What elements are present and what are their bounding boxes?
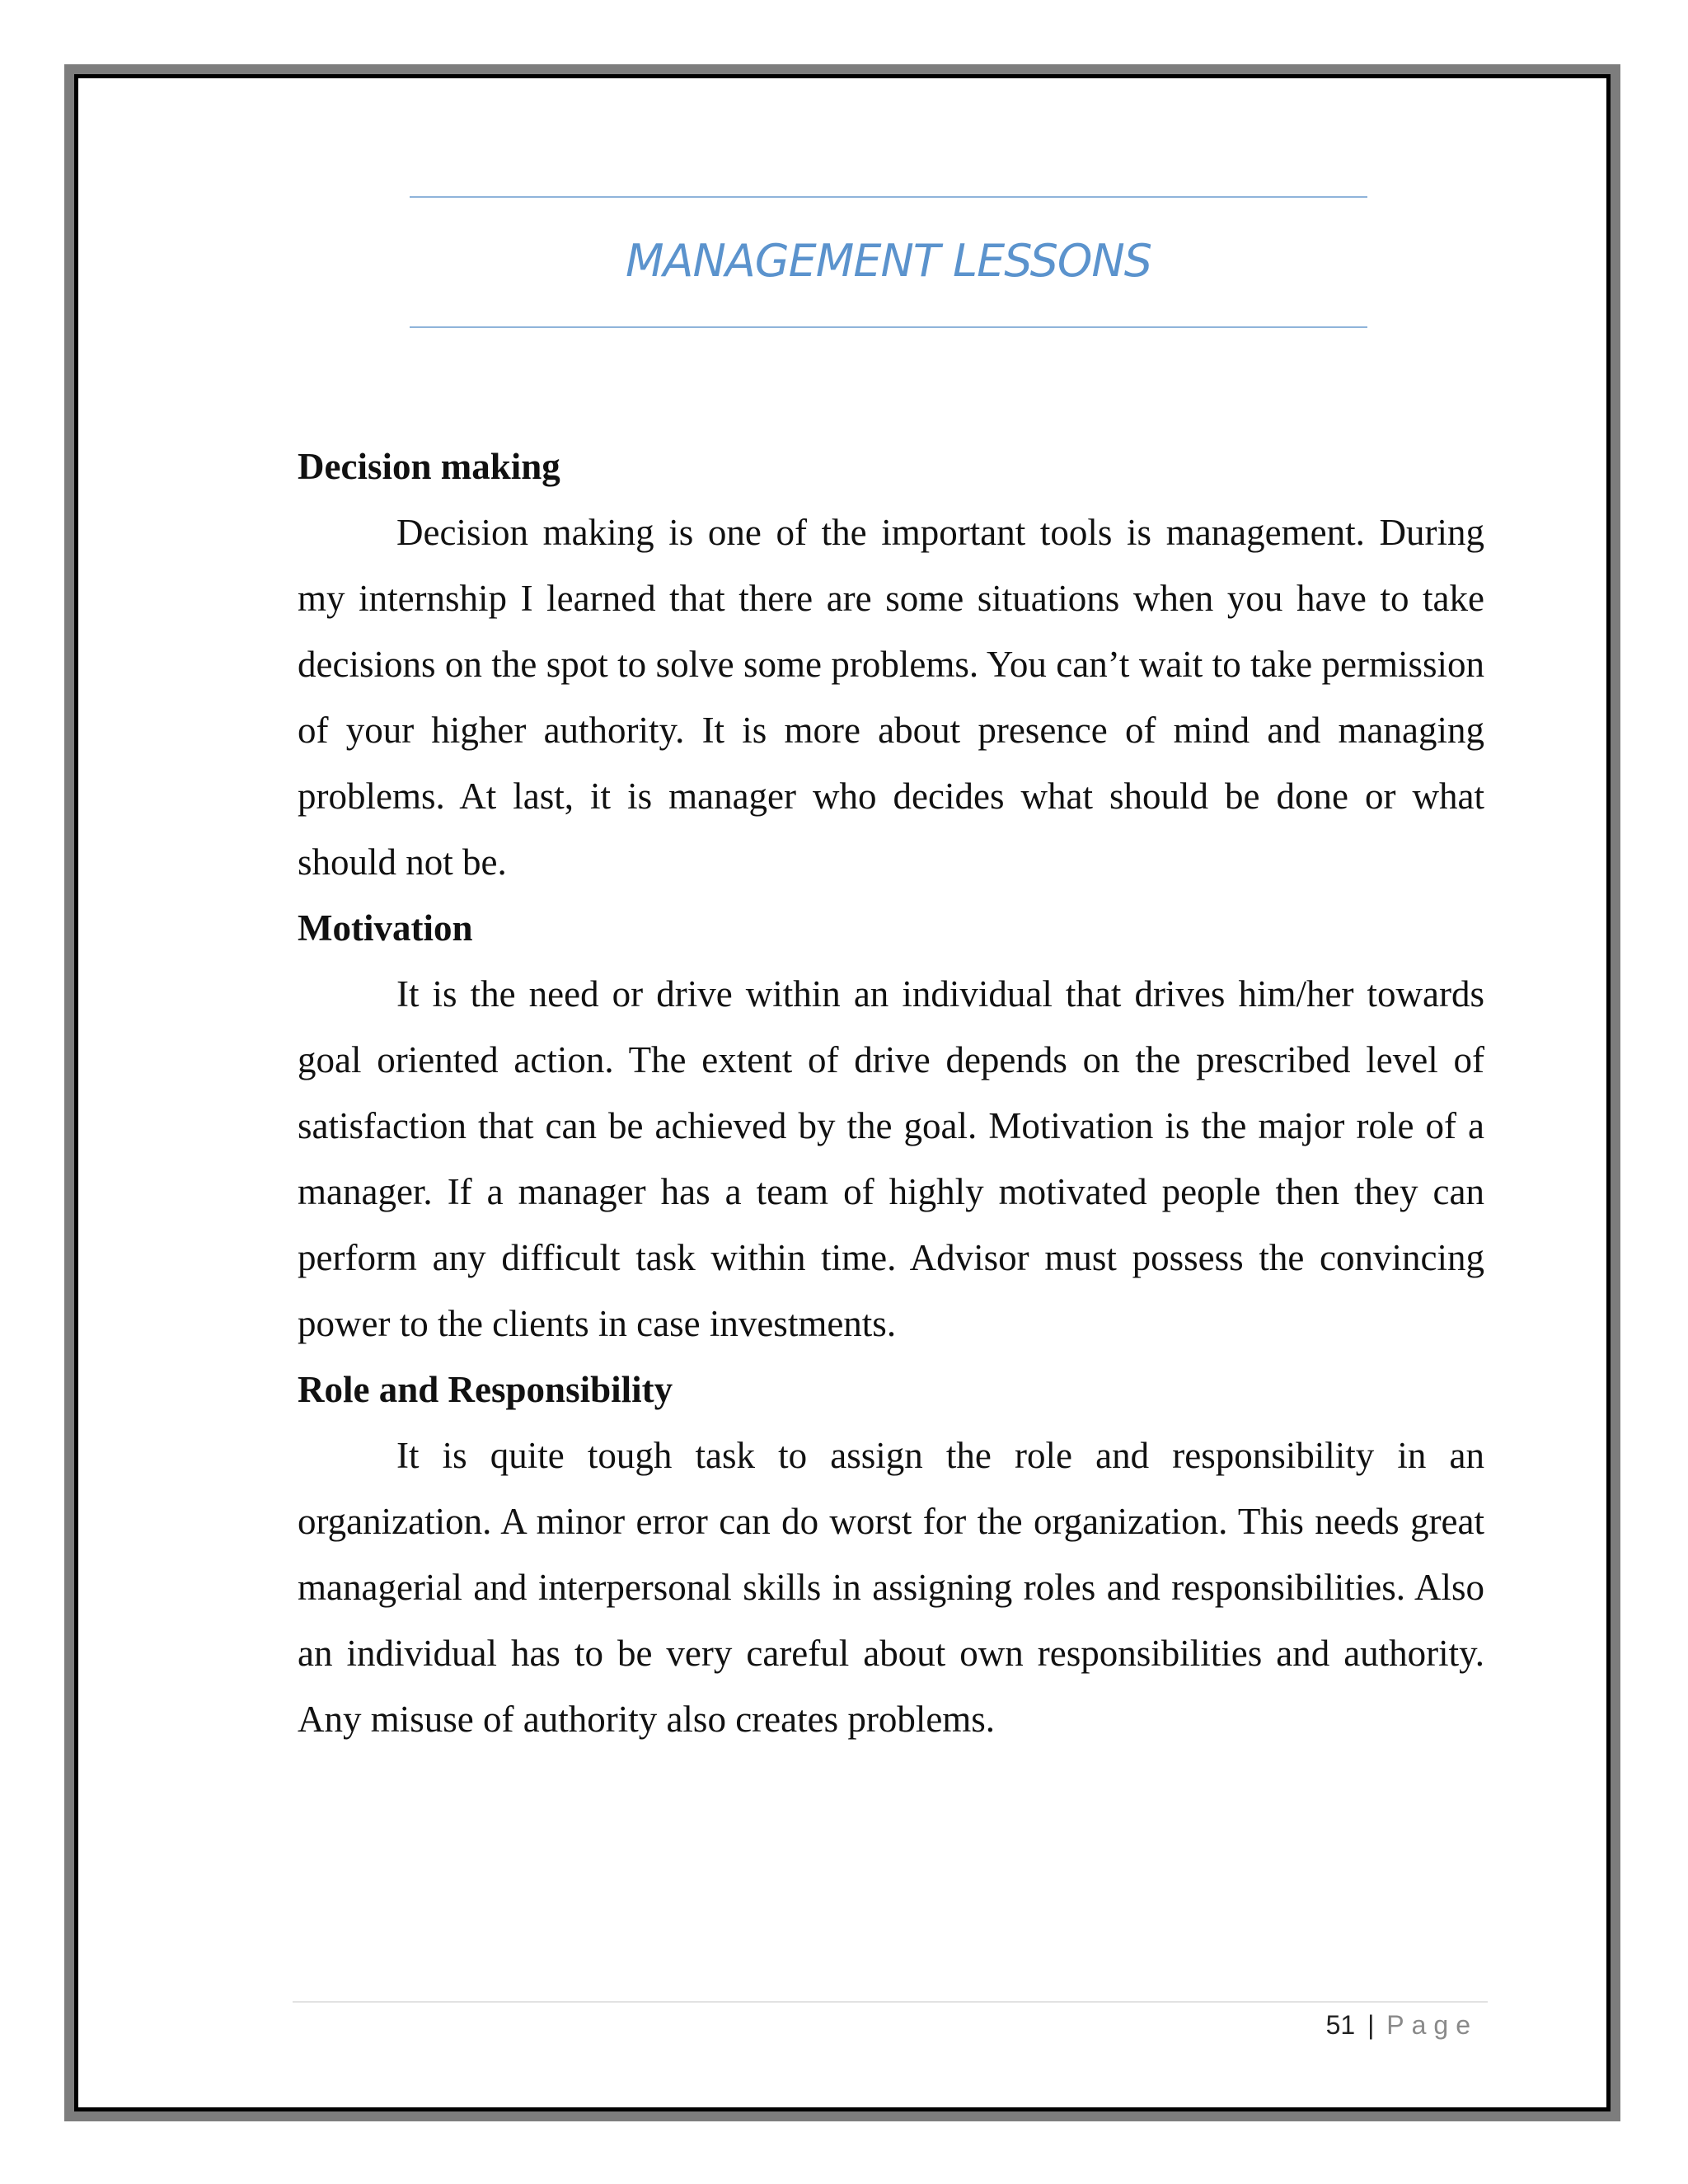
footer-rule (293, 2001, 1488, 2003)
section-body-role-responsibility: It is quite tough task to assign the role and responsibility in an organization. A minor error can do worst for the organization. This needs great managerial and interpersonal skills in assigning roles and responsibilities. Also an individual has to be very careful about own responsibilities and authority. Any misuse of authority also creates problems. (298, 1435, 1484, 1740)
section-body-motivation: It is the need or drive within an individual that drives him/her towards goal oriented action. The extent of drive depends on the prescribed level of satisfaction that can be achieved by the goal. Motivation is the major role of a manager. If a manager has a team of highly motivated people then they can perform any difficult task within time. Advisor must possess the convincing power to the clients in case investments. (298, 973, 1484, 1344)
title-rule-top (410, 196, 1367, 198)
page-number: 51 (1325, 2010, 1356, 2040)
section-heading-motivation: Motivation (298, 907, 473, 949)
document-content (298, 434, 1484, 1752)
page-title: MANAGEMENT LESSONS (625, 235, 1152, 287)
section-heading-role-responsibility: Role and Responsibility (298, 1369, 673, 1410)
section-body-decision-making: Decision making is one of the important tools is management. During my internship I learned that there are some situations when you have to take decisions on the spot to solve some problems. You can’t wait to take permission of your higher authority. It is more about presence of mind and managing problems. At last, it is manager who decides what should be done or what should not be. (298, 512, 1484, 883)
page-label: Page (1386, 2010, 1478, 2040)
footer-separator: | (1367, 2010, 1375, 2040)
title-rule-bottom (410, 326, 1367, 328)
page-footer (1326, 2004, 1478, 2046)
section-heading-decision-making: Decision making (298, 446, 560, 487)
